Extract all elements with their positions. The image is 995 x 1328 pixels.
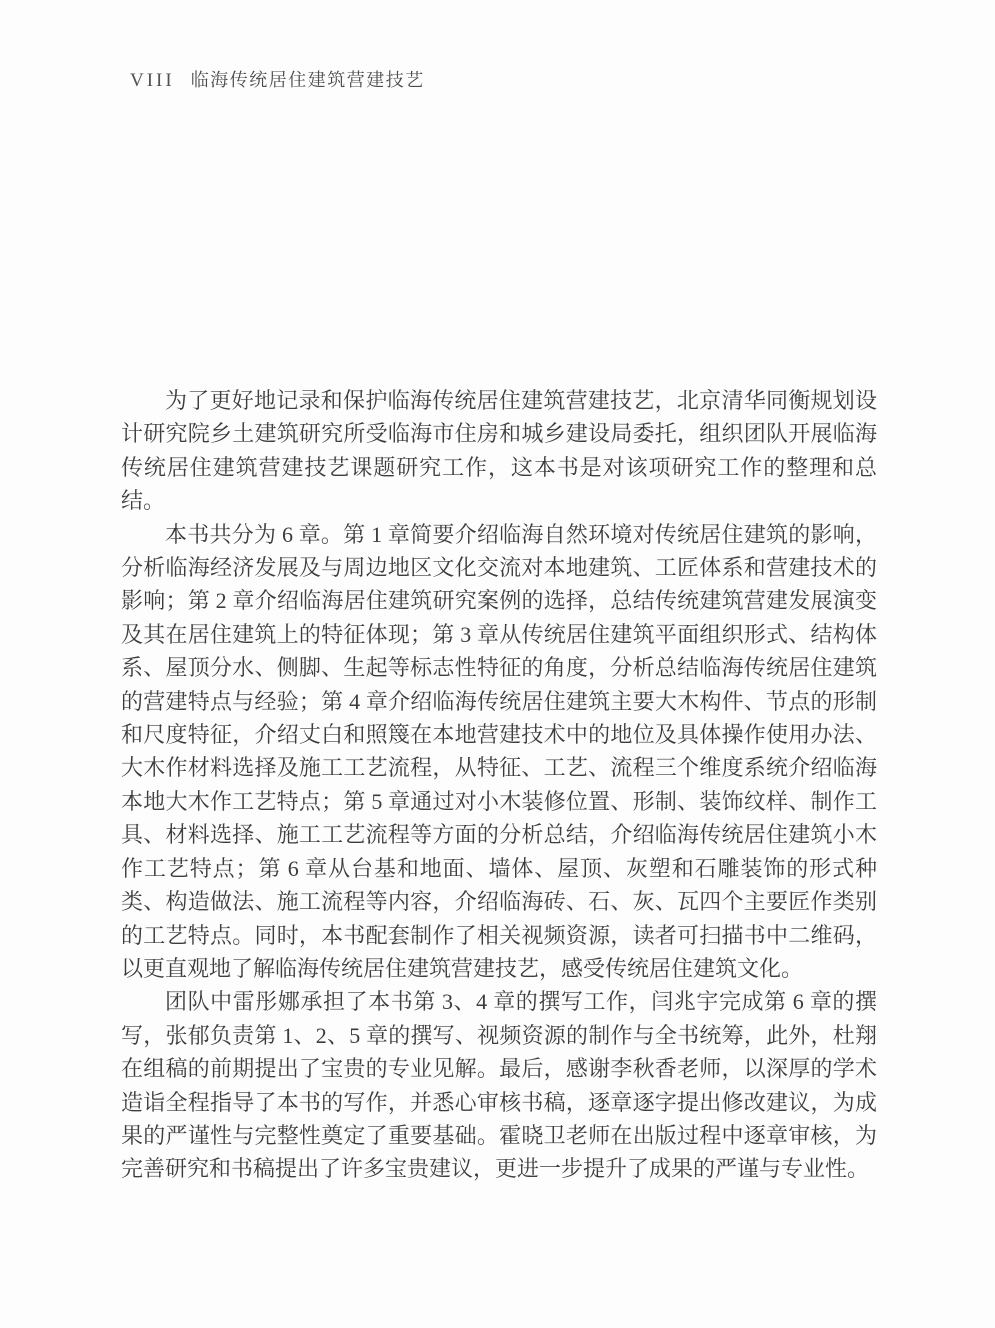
preface-paragraph-3: 团队中雷彤娜承担了本书第 3、4 章的撰写工作，闫兆宇完成第 6 章的撰写，张郁负责第 1、2、5 章的撰写、视频资源的制作与全书统筹，此外，杜翔在组稿的前期提出了宝贵的专业见解。最后，感谢李秋香老师，以深厚的学术造诣全程指导了本书的写作，并悉心审核书稿，逐章逐字提出修改建议，为成果的严谨性与完整性奠定了重要基础。霍晓卫老师在出版过程中逐章审核，为完善研究和书稿提出了许多宝贵建议，更进一步提升了成果的严谨与专业性。 (121, 989, 877, 1182)
preface-body (121, 384, 877, 1186)
running-title: 临海传统居住建筑营建技艺 (190, 70, 425, 90)
preface-paragraph-1: 为了更好地记录和保护临海传统居住建筑营建技艺，北京清华同衡规划设计研究院乡土建筑研究所受临海市住房和城乡建设局委托，组织团队开展临海传统居住建筑营建技艺课题研究工作，这本书是对该项研究工作的整理和总结。 (121, 388, 877, 514)
page-number: VIII (130, 70, 175, 91)
preface-paragraph-2: 本书共分为 6 章。第 1 章简要介绍临海自然环境对传统居住建筑的影响，分析临海经济发展及与周边地区文化交流对本地建筑、工匠体系和营建技术的影响；第 2 章介绍临海居住建筑研究案例的选择，总结传统建筑营建发展演变及其在居住建筑上的特征体现；第 3 章从传统居住建筑平面组织形式、结构体系、屋顶分水、侧脚、生起等标志性特征的角度，分析总结临海传统居住建筑的营建特点与经验；第 4 章介绍临海传统居住建筑主要大木构件、节点的形制和尺度特征，介绍丈白和照篾在本地营建技术中的地位及具体操作使用办法、大木作材料选择及施工工艺流程，从特征、工艺、流程三个维度系统介绍临海本地大木作工艺特点；第 5 章通过对小木装修位置、形制、装饰纹样、制作工具、材料选择、施工工艺流程等方面的分析总结，介绍临海传统居住建筑小木作工艺特点；第 6 章从台基和地面、墙体、屋顶、灰塑和石雕装饰的形式种类、构造做法、施工流程等内容，介绍临海砖、石、灰、瓦四个主要匠作类别的工艺特点。同时，本书配套制作了相关视频资源，读者可扫描书中二维码，以更直观地了解临海传统居住建筑营建技艺，感受传统居住建筑文化。 (121, 521, 877, 981)
running-header (130, 66, 425, 92)
